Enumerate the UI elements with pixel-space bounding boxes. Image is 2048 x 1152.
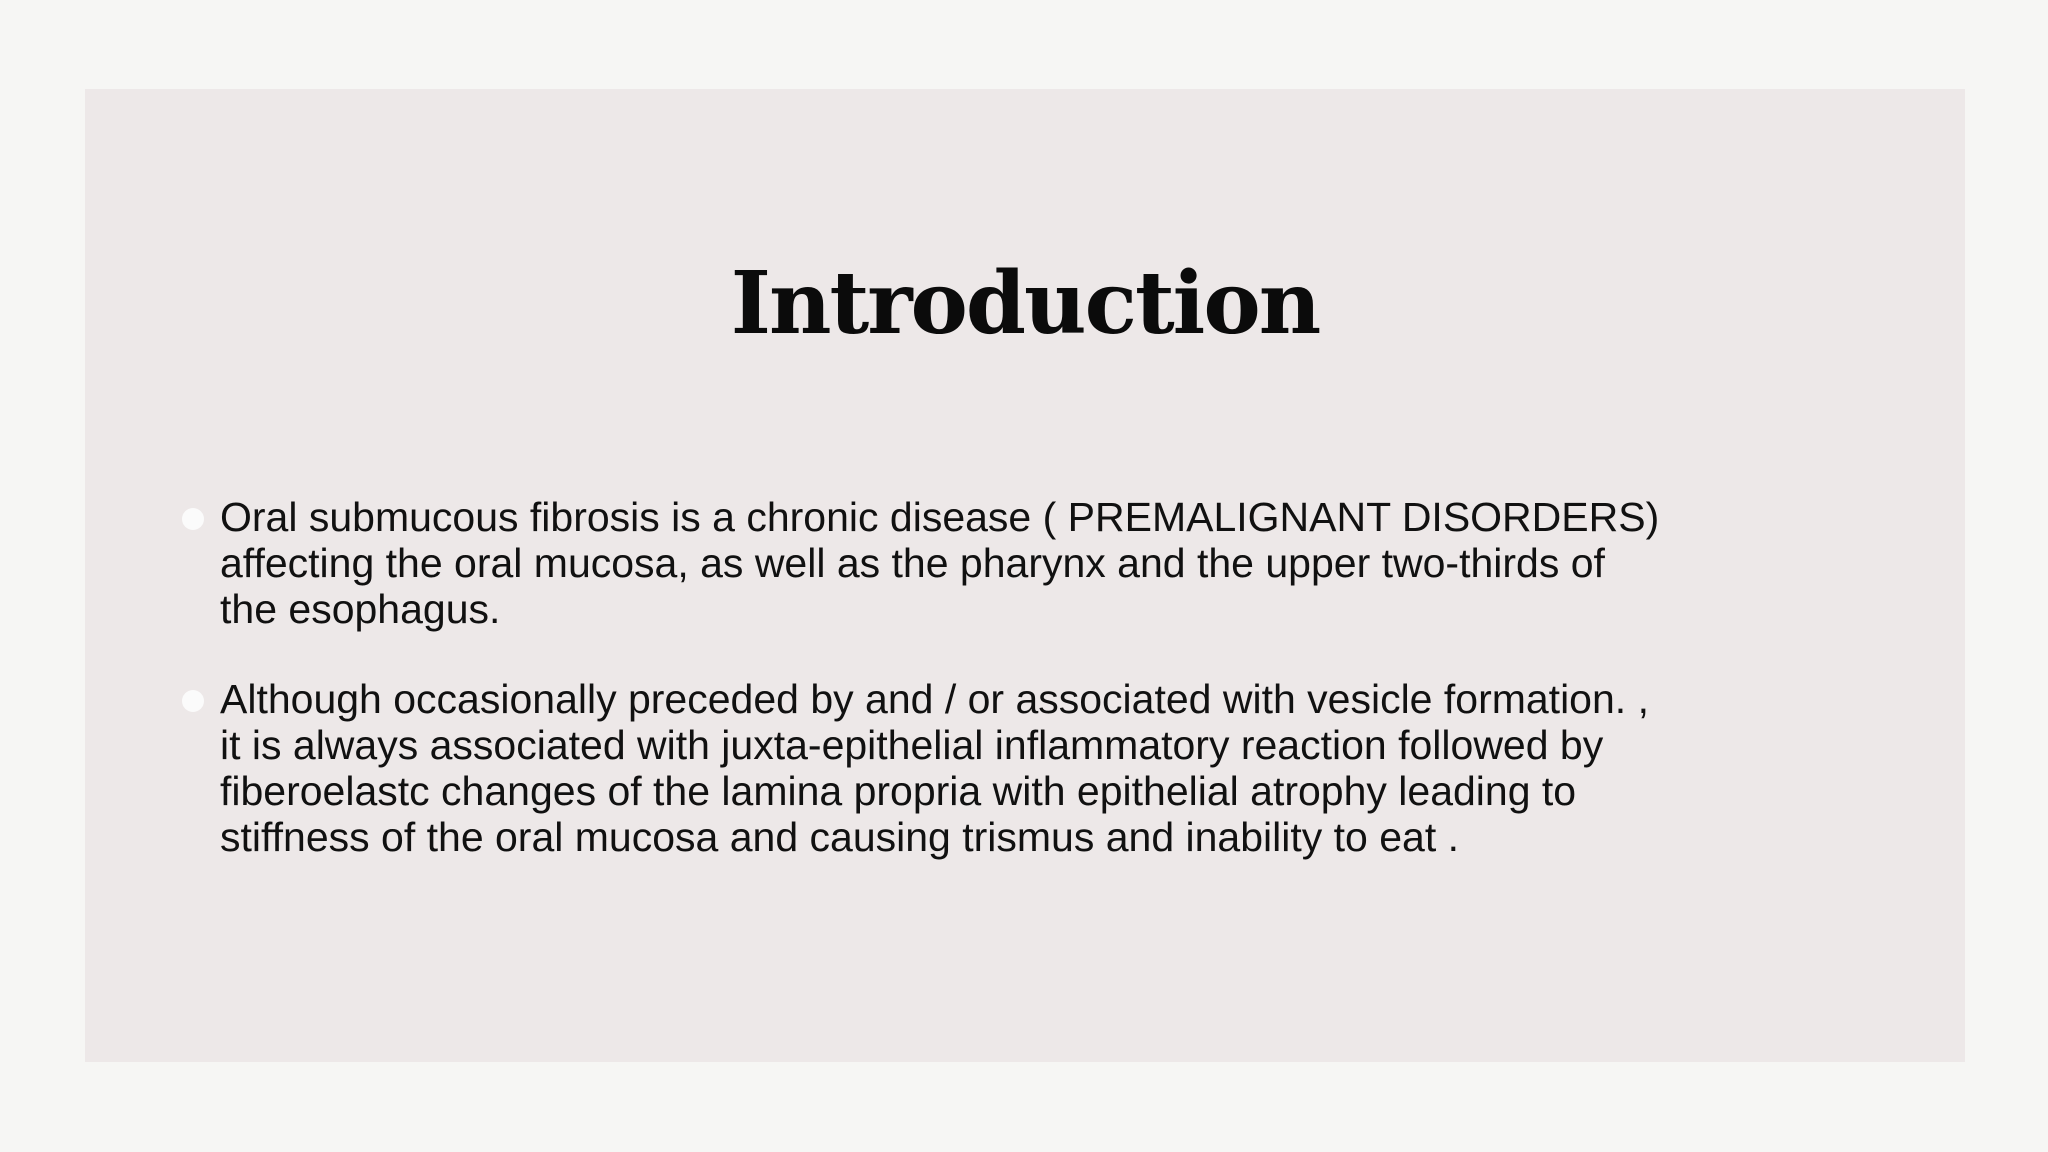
bullet-text-line: Although occasionally preceded by and / or associated with vesicle formation. ,	[220, 676, 1649, 722]
bullet-text-line: the esophagus.	[220, 586, 501, 632]
circle-bullet-icon	[182, 690, 204, 712]
bullet-item	[180, 676, 1960, 860]
bullet-item	[180, 494, 1960, 632]
slide-title: Introduction	[730, 253, 1320, 354]
bullet-text-line: Oral submucous fibrosis is a chronic disease ( PREMALIGNANT DISORDERS)	[220, 494, 1660, 540]
bullet-text-line: stiffness of the oral mucosa and causing trismus and inability to eat .	[220, 814, 1460, 860]
bullet-text-line: fiberoelastc changes of the lamina propria with epithelial atrophy leading to	[220, 768, 1577, 814]
bullet-list	[180, 494, 1960, 904]
bullet-text-line: affecting the oral mucosa, as well as the pharynx and the upper two-thirds of	[220, 540, 1605, 586]
bullet-text-line: it is always associated with juxta-epithelial inflammatory reaction followed by	[220, 722, 1604, 768]
slide	[85, 89, 1965, 1062]
circle-bullet-icon	[182, 508, 204, 530]
